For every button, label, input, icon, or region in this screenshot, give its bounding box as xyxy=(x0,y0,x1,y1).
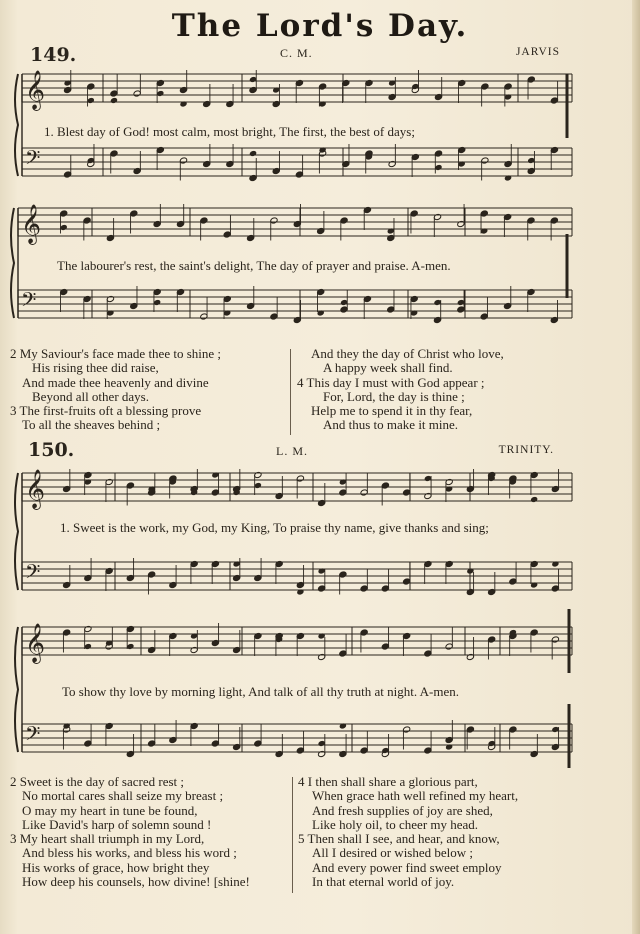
note-head xyxy=(530,496,538,503)
verse-line: For, Lord, the day is thine ; xyxy=(323,388,465,404)
lyric-line: The labourer's rest, the saint's delight, The day of prayer and praise. A-men. xyxy=(57,258,451,273)
treble-clef: 𝄞 xyxy=(25,70,46,110)
note-head xyxy=(339,722,347,729)
verse-line: To all the sheaves behind ; xyxy=(22,417,161,433)
note-head xyxy=(504,174,512,181)
verse-line: 3 The first-fruits oft a blessing prove xyxy=(10,403,202,419)
lyric-line: 1. Blest day of God! most calm, most bright, The first, the best of days; xyxy=(44,124,415,139)
hymn-meter: L. M. xyxy=(276,444,308,458)
treble-clef: 𝄞 xyxy=(25,469,46,509)
hymn-number: 149. xyxy=(30,44,77,66)
verses-left xyxy=(10,347,221,433)
verse-line: Help me to spend it in thy fear, xyxy=(311,403,473,419)
note-head xyxy=(551,560,559,567)
bass-clef: 𝄢 xyxy=(21,288,37,316)
verse-line: And bless his works, and bless his word ; xyxy=(22,845,237,861)
verse-line: 5 Then shall I see, and hear, and know, xyxy=(298,831,500,847)
verses-right xyxy=(298,775,518,889)
verses-left xyxy=(10,775,250,889)
verse-line: 4 I then shall share a glorious part, xyxy=(298,774,478,789)
treble-clef: 𝄞 xyxy=(21,204,42,244)
bass-clef: 𝄢 xyxy=(25,560,41,588)
verse-line: And every power find sweet employ xyxy=(312,859,502,875)
verse-line: Beyond all other days. xyxy=(32,388,149,404)
note-head xyxy=(179,100,187,107)
column-divider xyxy=(290,349,291,435)
bass-clef: 𝄢 xyxy=(25,146,41,174)
hymn-number: 150. xyxy=(28,439,75,461)
page-title: The Lord's Day. xyxy=(171,8,469,44)
staff-brace xyxy=(15,74,18,176)
note-head xyxy=(110,97,118,104)
verse-line: His rising thee did raise, xyxy=(32,360,159,376)
bass-clef: 𝄢 xyxy=(25,722,41,750)
tune-name: TRINITY. xyxy=(498,444,554,456)
staff-brace xyxy=(11,208,14,318)
verse-line: 4 This day I must with God appear ; xyxy=(297,374,485,390)
verse-line: 2 Sweet is the day of sacred rest ; xyxy=(10,774,185,789)
verse-line: And made thee heavenly and divine xyxy=(22,374,209,390)
verse-line: No mortal cares shall seize my breast ; xyxy=(22,788,224,804)
verse-line: How deep his counsels, how divine! [shine! xyxy=(22,874,250,890)
note-head xyxy=(296,588,304,595)
lyric-line: To show thy love by morning light, And talk of all thy truth at night. A-men. xyxy=(62,684,460,699)
verse-line: His works of grace, how bright they xyxy=(22,859,210,875)
note-head xyxy=(249,150,257,157)
hymn-meter: C. M. xyxy=(280,46,313,60)
verse-line: When grace hath well refined my heart, xyxy=(312,788,519,804)
verse-line: Like David's harp of solemn sound ! xyxy=(22,816,212,832)
verse-line: O may my heart in tune be found, xyxy=(22,802,198,818)
verse-line: And they the day of Christ who love, xyxy=(311,346,504,361)
column-divider xyxy=(292,777,293,893)
staff-brace xyxy=(15,627,18,752)
verse-line: And thus to make it mine. xyxy=(323,417,459,433)
verse-line: And fresh supplies of joy are shed, xyxy=(312,802,493,818)
verse-line: 3 My heart shall triumph in my Lord, xyxy=(10,831,205,847)
verse-line: Like holy oil, to cheer my head. xyxy=(312,816,479,832)
verse-line: A happy week shall find. xyxy=(323,360,453,376)
verse-line: All I desired or wished below ; xyxy=(312,845,474,861)
verses-right xyxy=(297,347,504,433)
note-head xyxy=(445,743,453,750)
verse-line: 2 My Saviour's face made thee to shine ; xyxy=(10,346,222,361)
treble-clef: 𝄞 xyxy=(25,623,46,663)
lyric-line: 1. Sweet is the work, my God, my King, To praise thy name, give thanks and sing; xyxy=(60,520,489,535)
tune-name: JARVIS xyxy=(515,46,560,58)
staff-brace xyxy=(15,473,18,590)
verse-line: In that eternal world of joy. xyxy=(312,874,455,890)
